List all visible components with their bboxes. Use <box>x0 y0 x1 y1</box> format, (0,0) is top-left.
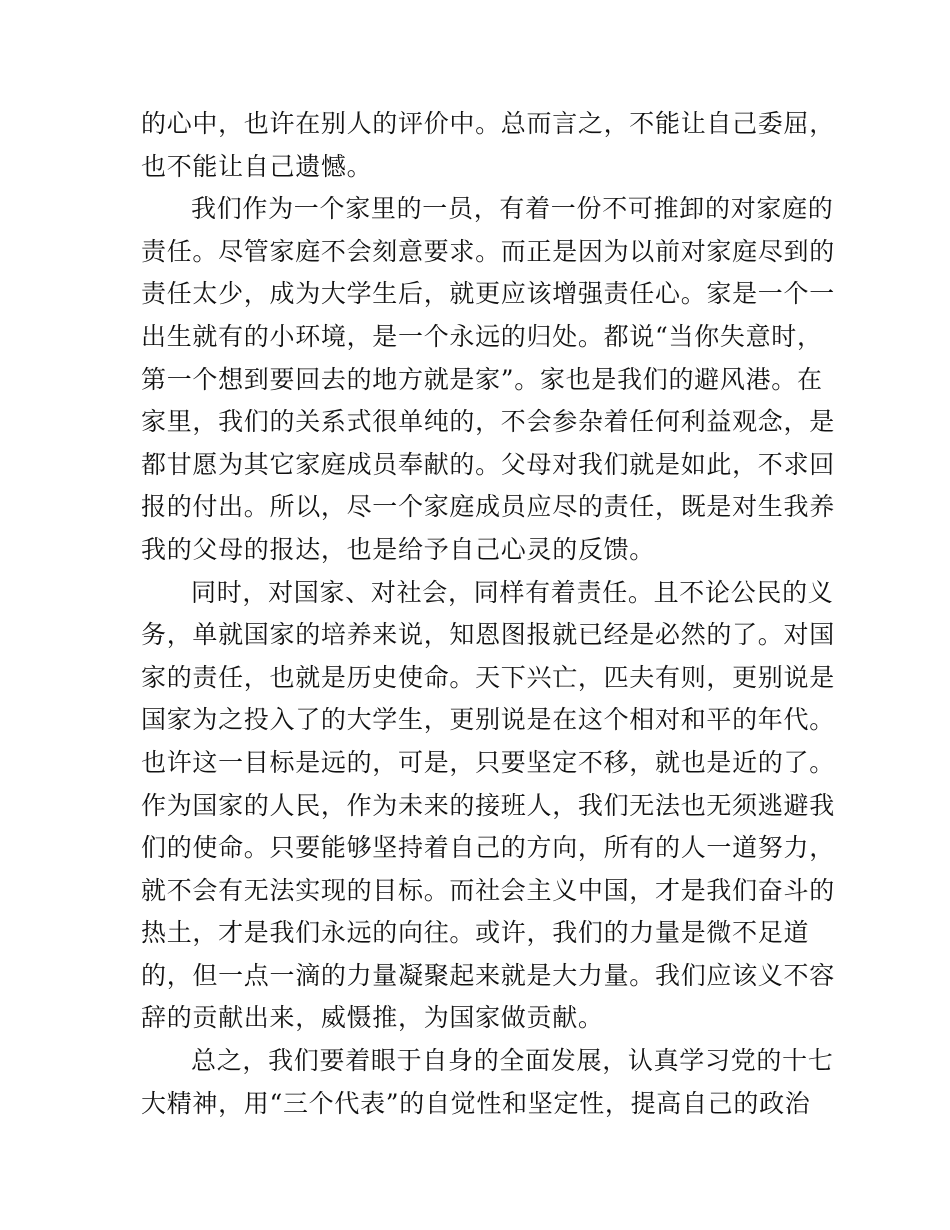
text-line: 我的父母的报达，也是给予自己心灵的反馈。 <box>141 534 656 564</box>
text-line: 也许这一目标是远的，可是，只要坚定不移，就也是近的了。 <box>141 747 835 777</box>
text-line: 出生就有的小环境，是一个永远的归处。都说“当你失意时， <box>141 321 823 351</box>
text-line: 也不能让自己遗憾。 <box>141 151 373 181</box>
text-line: 的，但一点一滴的力量凝聚起来就是大力量。我们应该义不容 <box>141 960 835 990</box>
text-line: 报的付出。所以，尽一个家庭成员应尽的责任，既是对生我养 <box>141 492 835 522</box>
text-line: 国家为之投入了的大学生，更别说是在这个相对和平的年代。 <box>141 705 835 735</box>
text-line: 的心中，也许在别人的评价中。总而言之，不能让自己委屈， <box>141 109 835 138</box>
text-line: 大精神，用“三个代表”的自觉性和坚定性，提高自己的政治 <box>141 1088 811 1118</box>
document-body <box>141 103 835 1125</box>
text-line: 作为国家的人民，作为未来的接班人，我们无法也无须逃避我 <box>141 790 835 820</box>
text-line: 第一个想到要回去的地方就是家”。家也是我们的避风港。在 <box>141 364 823 394</box>
text-line: 家里，我们的关系式很单纯的，不会参杂着任何利益观念，是 <box>141 407 835 437</box>
text-line: 责任。尽管家庭不会刻意要求。而正是因为以前对家庭尽到的 <box>141 236 835 266</box>
text-line: 我们作为一个家里的一员，有着一份不可推卸的对家庭的 <box>191 194 834 224</box>
text-line: 热土，才是我们永远的向往。或许，我们的力量是微不足道 <box>141 918 810 948</box>
text-line: 同时，对国家、对社会，同样有着责任。且不论公民的义 <box>191 577 834 607</box>
text-line: 家的责任，也就是历史使命。天下兴亡，匹夫有则，更别说是 <box>141 662 835 692</box>
text-line: 务，单就国家的培养来说，知恩图报就已经是必然的了。对国 <box>141 620 835 650</box>
text-line: 都甘愿为其它家庭成员奉献的。父母对我们就是如此，不求回 <box>141 449 835 479</box>
text-line: 就不会有无法实现的目标。而社会主义中国，才是我们奋斗的 <box>141 875 835 905</box>
text-line: 总之，我们要着眼于自身的全面发展，认真学习党的十七 <box>191 1046 834 1076</box>
text-line: 责任太少，成为大学生后，就更应该增强责任心。家是一个一 <box>141 279 835 309</box>
text-line: 们的使命。只要能够坚持着自己的方向，所有的人一道努力， <box>141 833 835 863</box>
text-line: 辞的贡献出来，威慑推，为国家做贡献。 <box>141 1003 604 1033</box>
